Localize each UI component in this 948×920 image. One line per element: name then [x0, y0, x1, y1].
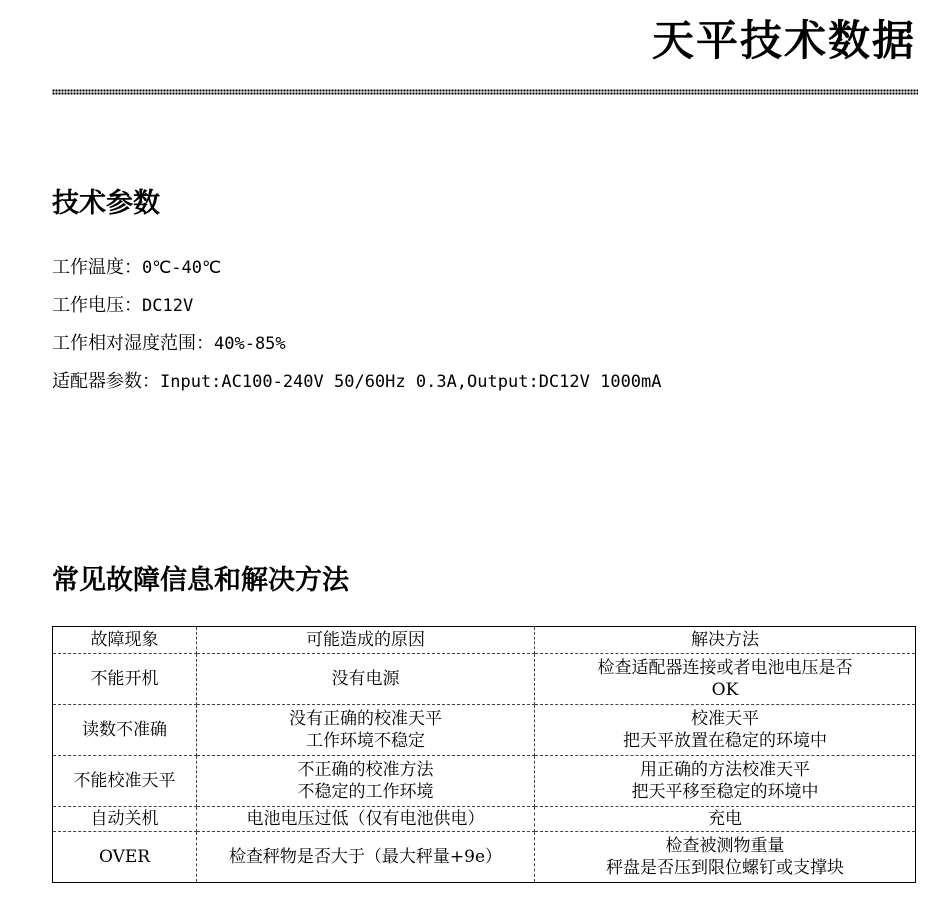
- spec-label: 适配器参数：: [52, 371, 160, 392]
- specs-heading: 技术参数: [52, 188, 160, 219]
- symptom-cell: 读数不准确: [53, 705, 197, 756]
- cause-cell: [197, 807, 535, 832]
- cause-line: 电池电压过低（仅有电池供电）: [246, 809, 485, 829]
- cause-line: 没有正确的校准天平: [289, 709, 442, 729]
- cause-cell: [197, 654, 535, 705]
- spec-value: 0℃-40℃: [142, 258, 222, 278]
- solution-cell: [535, 832, 916, 883]
- solution-cell: [535, 807, 916, 832]
- symptom-cell: 自动关机: [53, 807, 197, 832]
- cause-line: 不稳定的工作环境: [297, 782, 434, 802]
- cause-cell: [197, 756, 535, 807]
- cause-cell: [197, 705, 535, 756]
- spec-item-voltage: [52, 293, 662, 331]
- spec-label: 工作温度：: [52, 257, 142, 278]
- solution-cell: [535, 705, 916, 756]
- spec-item-adapter: [52, 369, 662, 407]
- table-row: [53, 705, 916, 756]
- column-header-cause: 可能造成的原因: [197, 627, 535, 654]
- table-header-row: [53, 627, 916, 654]
- solution-line: 秤盘是否压到限位螺钉或支撑块: [606, 858, 844, 878]
- solution-line: 把天平移至稳定的环境中: [631, 782, 819, 802]
- table-row: [53, 654, 916, 705]
- solution-cell: [535, 654, 916, 705]
- symptom-cell: 不能开机: [53, 654, 197, 705]
- column-header-symptom: 故障现象: [53, 627, 197, 654]
- table-row: [53, 807, 916, 832]
- table-row: [53, 832, 916, 883]
- spec-value: DC12V: [142, 296, 194, 316]
- spec-list: [52, 255, 662, 407]
- spec-label: 工作电压：: [52, 295, 142, 316]
- cause-cell: [197, 832, 535, 883]
- solution-line: 用正确的方法校准天平: [640, 760, 810, 780]
- solution-line: 充电: [708, 809, 742, 829]
- symptom-cell: 不能校准天平: [53, 756, 197, 807]
- spec-value: 40%-85%: [214, 334, 286, 354]
- solution-line: 检查适配器连接或者电池电压是否: [597, 658, 853, 678]
- spec-item-humidity: [52, 331, 662, 369]
- title-divider: [52, 89, 918, 95]
- solution-line: OK: [711, 680, 739, 700]
- cause-line: 工作环境不稳定: [306, 731, 425, 751]
- spec-label: 工作相对湿度范围：: [52, 333, 214, 354]
- symptom-cell: OVER: [53, 832, 197, 883]
- solution-line: 校准天平: [691, 709, 759, 729]
- solution-line: 检查被测物重量: [665, 836, 785, 856]
- cause-line: 检查秤物是否大于（最大秤量+9e）: [228, 847, 503, 867]
- cause-line: 没有电源: [331, 669, 400, 689]
- fault-table: [52, 626, 916, 883]
- table-row: [53, 756, 916, 807]
- faults-heading: 常见故障信息和解决方法: [52, 565, 349, 596]
- page-title: 天平技术数据: [651, 16, 916, 65]
- cause-line: 不正确的校准方法: [297, 760, 434, 780]
- solution-line: 把天平放置在稳定的环境中: [623, 731, 827, 751]
- spec-item-temperature: [52, 255, 662, 293]
- solution-cell: [535, 756, 916, 807]
- spec-value: Input:AC100-240V 50/60Hz 0.3A,Output:DC12V 1000mA: [160, 372, 662, 392]
- column-header-solution: 解决方法: [535, 627, 916, 654]
